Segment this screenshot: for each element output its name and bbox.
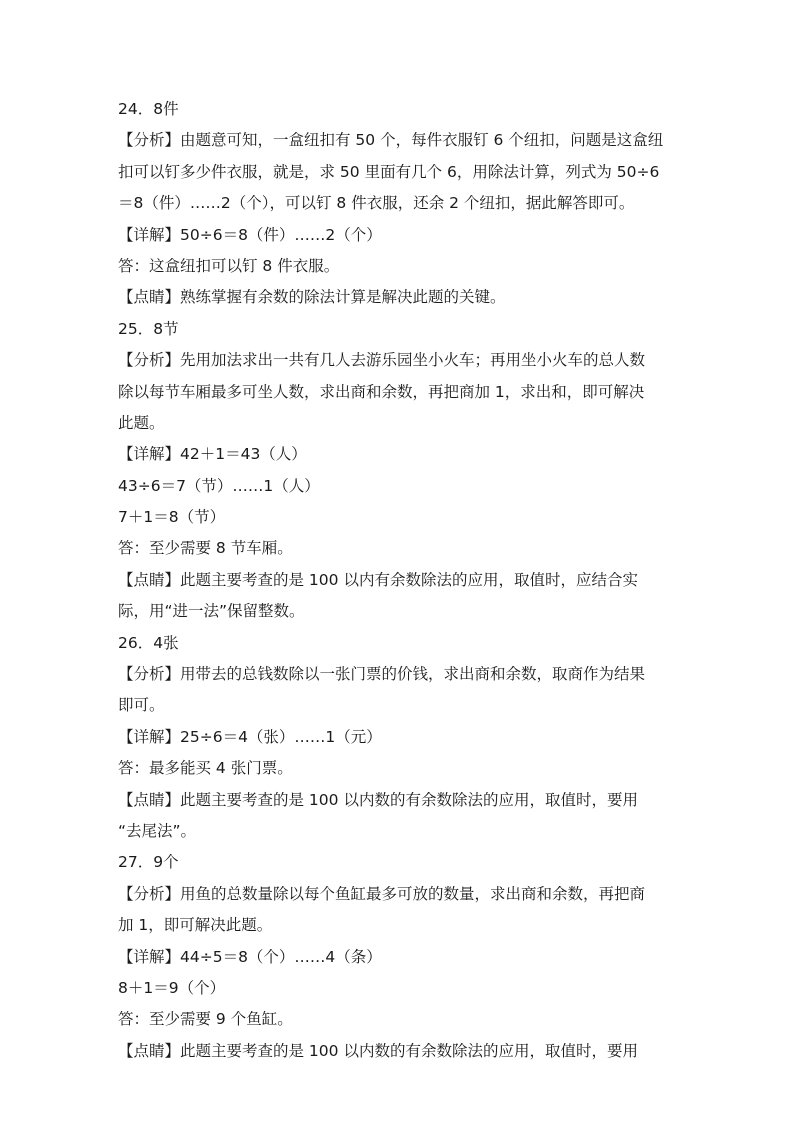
text-line: “去尾法”。	[118, 821, 197, 840]
text-line: 7＋1＝8（节）	[118, 508, 226, 527]
text-line: 【详解】44÷5＝8（个）……4（条）	[118, 947, 382, 966]
text-line: 【分析】用带去的总钱数除以一张门票的价钱，求出商和余数，取商作为结果	[118, 665, 646, 684]
text-line: 答：这盒纽扣可以钉 8 件衣服。	[118, 256, 340, 275]
text-line: 此题。	[118, 413, 165, 432]
text-line: 43÷6＝7（节）……1（人）	[118, 476, 320, 495]
text-line: 27．9个	[118, 853, 179, 872]
text-line: 【点睛】此题主要考查的是 100 以内有余数除法的应用，取值时，应结合实	[118, 570, 638, 589]
text-line: ＝8（件）……2（个），可以钉 8 件衣服，还余 2 个纽扣，据此解答即可。	[118, 194, 635, 213]
text-line: 扣可以钉多少件衣服，就是，求 50 里面有几个 6，用除法计算，列式为 50÷6	[118, 162, 660, 181]
text-line: 【分析】由题意可知，一盒纽扣有 50 个，每件衣服钉 6 个纽扣，问题是这盒纽	[118, 131, 664, 150]
text-line: 答：至少需要 9 个鱼缸。	[118, 1010, 293, 1029]
text-line: 加 1，即可解决此题。	[118, 916, 273, 935]
text-line: 【点睛】此题主要考查的是 100 以内数的有余数除法的应用，取值时，要用	[118, 1041, 638, 1060]
text-line: 答：至少需要 8 节车厢。	[118, 539, 293, 558]
text-line: 【详解】25÷6＝4（张）……1（元）	[118, 727, 382, 746]
text-line: 24．8件	[118, 100, 179, 118]
text-line: 际，用“进一法”保留整数。	[118, 602, 305, 621]
text-line: 【点睛】此题主要考查的是 100 以内数的有余数除法的应用，取值时，要用	[118, 790, 638, 809]
text-line: 【详解】50÷6＝8（件）……2（个）	[118, 225, 382, 244]
text-line: 8＋1＝9（个）	[118, 978, 226, 997]
text-line: 【详解】42＋1＝43（人）	[118, 445, 307, 464]
answer-text-block	[118, 94, 688, 1067]
text-line: 【点睛】熟练掌握有余数的除法计算是解决此题的关键。	[118, 288, 506, 307]
text-line: 26．4张	[118, 633, 179, 652]
text-line: 即可。	[118, 696, 165, 715]
text-line: 【分析】用鱼的总数量除以每个鱼缸最多可放的数量，求出商和余数，再把商	[118, 884, 646, 903]
text-line: 除以每节车厢最多可坐人数，求出商和余数，再把商加 1，求出和，即可解决	[118, 382, 645, 401]
text-line: 25．8节	[118, 319, 179, 338]
text-line: 【分析】先用加法求出一共有几人去游乐园坐小火车；再用坐小火车的总人数	[118, 351, 646, 370]
text-line: 答：最多能买 4 张门票。	[118, 759, 293, 778]
